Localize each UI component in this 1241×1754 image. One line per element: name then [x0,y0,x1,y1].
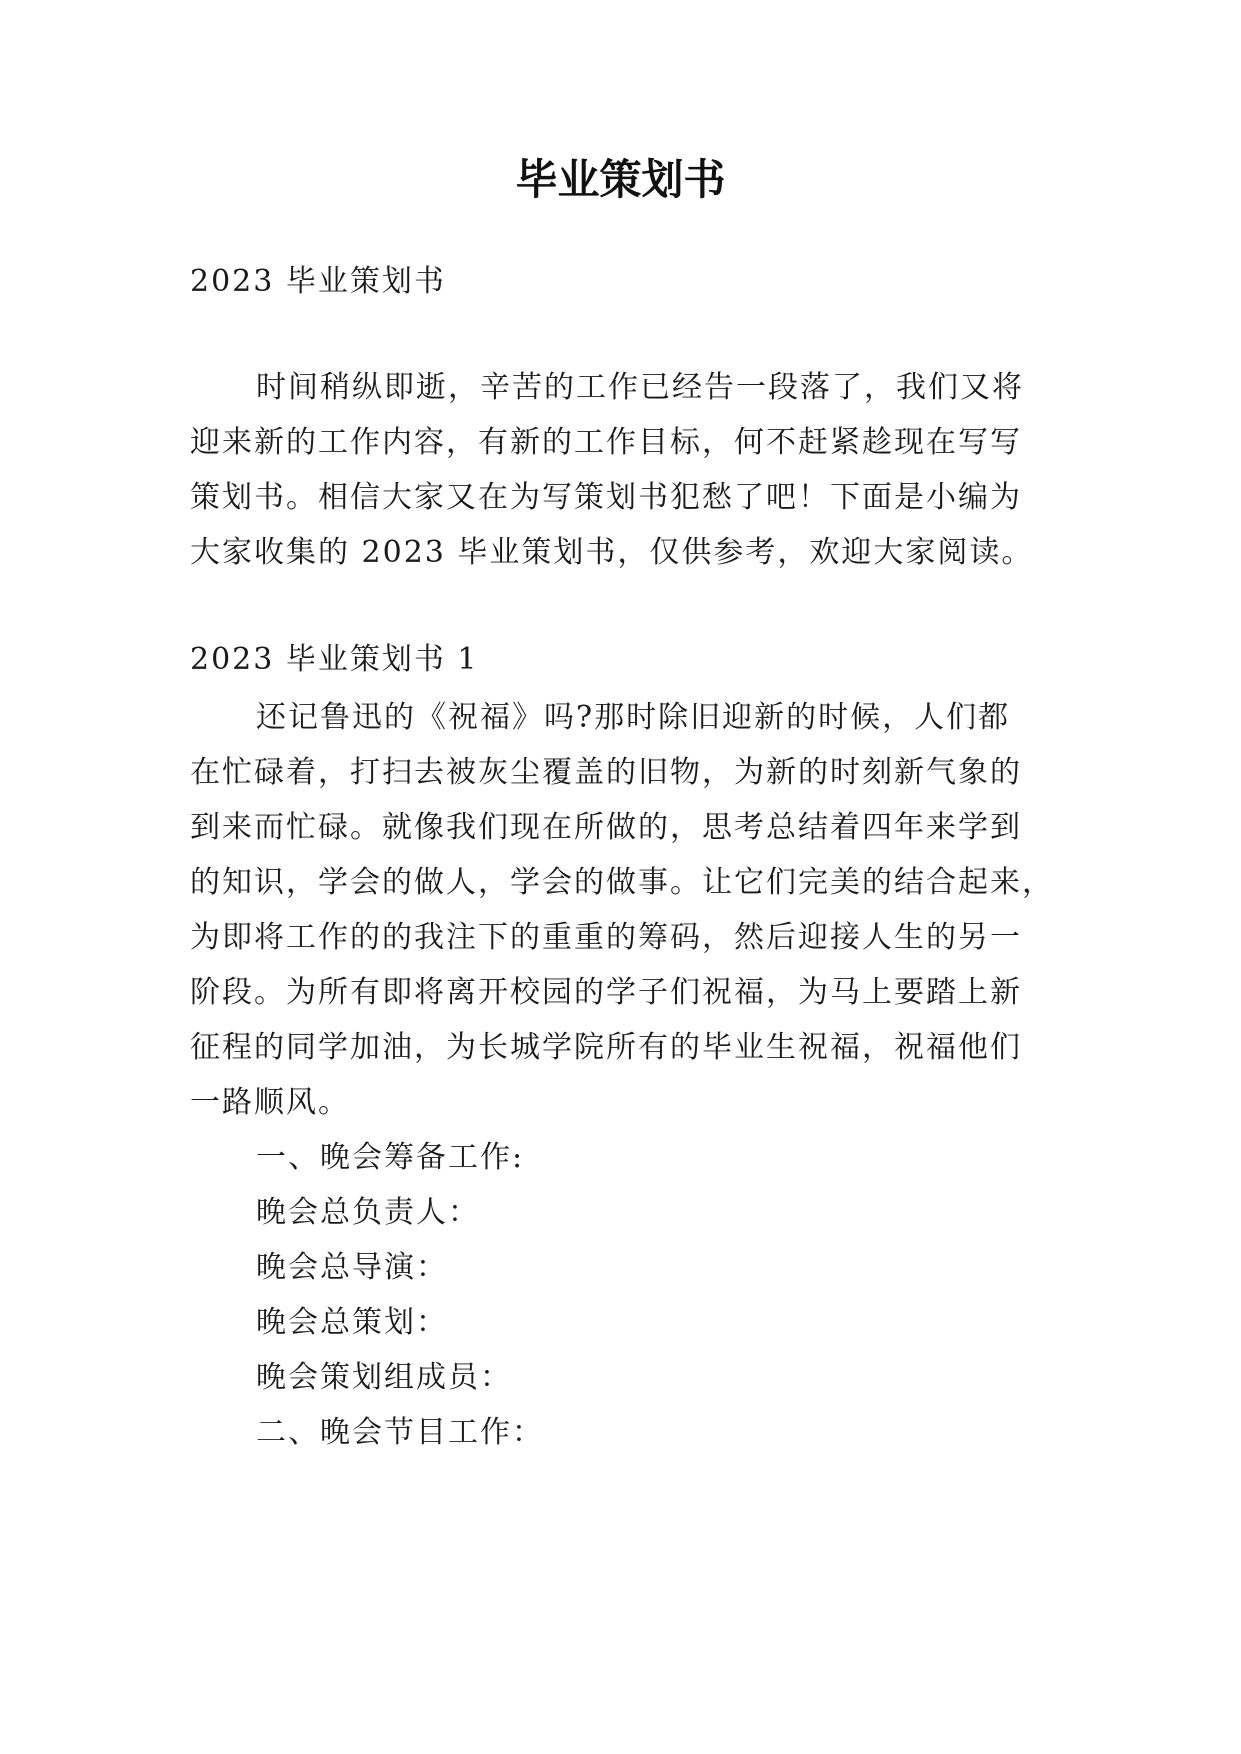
intro-line-4: 大家收集的 2023 毕业策划书，仅供参考，欢迎大家阅读。 [190,535,1034,570]
section-1-line-3: 到来而忙碌。就像我们现在所做的，思考总结着四年来学到 [190,810,1022,845]
document-title: 毕业策划书 [515,155,726,204]
section-1-line-1: 还记鲁迅的《祝福》吗?那时除旧迎新的时候，人们都 [256,700,1011,735]
list-item: 晚会策划组成员： [256,1360,512,1395]
list-item: 二、晚会节目工作： [256,1415,544,1450]
section-1-line-4: 的知识，学会的做人，学会的做事。让它们完美的结合起来， [190,865,1054,900]
section-1-line-8: 一路顺风。 [190,1085,350,1120]
section-1-line-2: 在忙碌着，打扫去被灰尘覆盖的旧物，为新的时刻新气象的 [190,755,1022,790]
section-1-line-6: 阶段。为所有即将离开校园的学子们祝福，为马上要踏上新 [190,975,1022,1010]
document-subtitle: 2023 毕业策划书 [190,264,446,299]
intro-line-1: 时间稍纵即逝，辛苦的工作已经告一段落了，我们又将 [256,370,1024,405]
section-1-line-5: 为即将工作的的我注下的重重的筹码，然后迎接人生的另一 [190,920,1022,955]
intro-line-3: 策划书。相信大家又在为写策划书犯愁了吧！下面是小编为 [190,480,1022,515]
section-1-heading: 2023 毕业策划书 1 [190,642,479,677]
intro-line-2: 迎来新的工作内容，有新的工作目标，何不赶紧趁现在写写 [190,425,1022,460]
section-1-line-7: 征程的同学加油，为长城学院所有的毕业生祝福，祝福他们 [190,1030,1022,1065]
list-item: 晚会总策划： [256,1305,448,1340]
list-item: 晚会总导演： [256,1250,448,1285]
list-item: 晚会总负责人： [256,1195,480,1230]
list-item: 一、晚会筹备工作: [256,1140,525,1175]
